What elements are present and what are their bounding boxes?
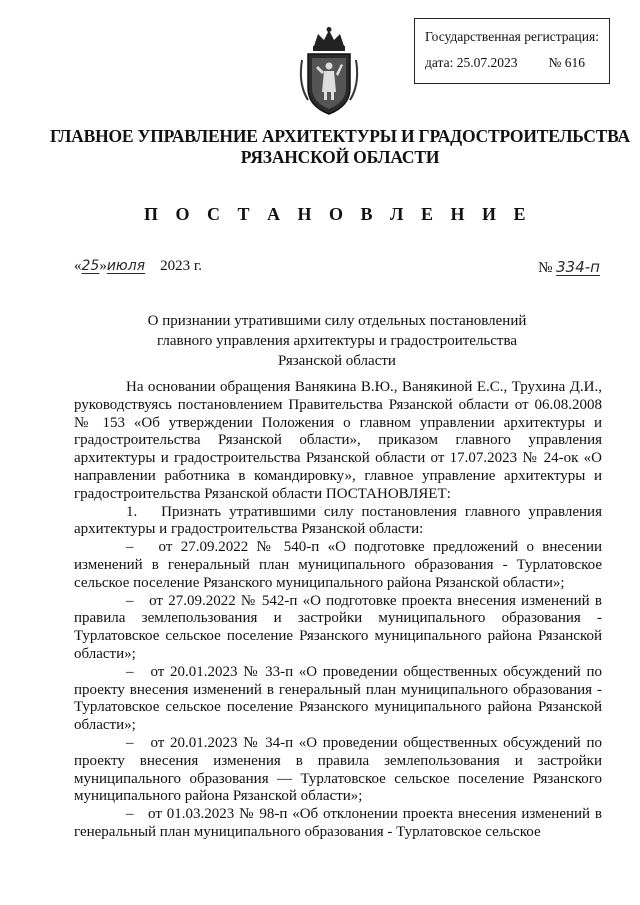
date-month: июля <box>106 258 146 274</box>
list-item: – от 20.01.2023 № 34-п «О проведении общественных обсуждений по проекту внесения изменения в правила землепользования и застройки муниципального образования — Турлатовское сельское поселение Рязанского муниципального района Рязанской области»; <box>74 734 602 805</box>
registration-stamp <box>414 18 610 84</box>
date-close-quote: » <box>99 258 107 274</box>
registration-label: Государственная регистрация: <box>425 29 599 44</box>
date-open-quote: « <box>74 258 82 274</box>
number-value: 334-п <box>556 258 600 276</box>
point-1: 1. Признать утратившими силу постановления главного управления архитектуры и градостроительства Рязанской области: <box>74 503 602 538</box>
date-year: 2023 г. <box>160 258 203 274</box>
organization-line-1: ГЛАВНОЕ УПРАВЛЕНИЕ АРХИТЕКТУРЫ И ГРАДОСТРОИТЕЛЬСТВА <box>50 126 630 146</box>
document-subject <box>120 311 554 371</box>
subject-line-1: О признании утратившими силу отдельных постановлений <box>147 313 527 329</box>
document-title: П О С Т А Н О В Л Е Н И Е <box>144 204 532 224</box>
number-prefix: № <box>538 260 553 276</box>
subject-line-3: Рязанской области <box>278 353 396 369</box>
organization-name <box>40 126 640 168</box>
date-day: 25 <box>81 258 100 274</box>
list-item: – от 20.01.2023 № 33-п «О проведении общественных обсуждений по проекту внесения изменений в генеральный план муниципального образования - Турлатовское сельское поселение Рязанского муниципального района Рязанской области»; <box>74 663 602 734</box>
document-number <box>538 258 600 277</box>
document-body <box>74 379 602 842</box>
list-item: – от 27.09.2022 № 540-п «О подготовке предложений о внесении изменений в генеральный план муниципального образования - Турлатовское сельское поселение Рязанского муниципального района Рязанской области»; <box>74 539 602 591</box>
document-date <box>74 258 202 275</box>
subject-line-2: главного управления архитектуры и градостроительства <box>156 333 518 349</box>
list-item: – от 27.09.2022 № 542-п «О подготовке проекта внесения изменений в правила землепользования и застройки муниципального образования - Турлатовское сельское поселение Рязанского муниципального района Рязанской области»; <box>74 592 602 662</box>
registration-number: № 616 <box>548 54 585 70</box>
registration-date: дата: 25.07.2023 <box>425 54 518 70</box>
organization-line-2: РЯЗАНСКОЙ ОБЛАСТИ <box>240 147 440 167</box>
registration-details <box>425 55 601 71</box>
preamble-paragraph: На основании обращения Ванякина В.Ю., Ванякиной Е.С., Трухина Д.И., руководствуясь постановлением Правительства Рязанской области от 06.08.2008 № 153 «Об утверждении Положения о главном управлении архитектуры и градостроительства Рязанской области», приказом главного управления архитектуры и градостроительства Рязанской области от 17.07.2023 № 24-ок «О направлении работника в командировку», главное управление архитектуры и градостроительства Рязанской области ПОСТАНОВЛЯЕТ: <box>74 379 602 502</box>
list-item: – от 01.03.2023 № 98-п «Об отклонении проекта внесения изменений в генеральный план муниципального образования - Турлатовское сельское <box>74 806 602 840</box>
ryazan-coat-of-arms-icon <box>298 26 360 118</box>
